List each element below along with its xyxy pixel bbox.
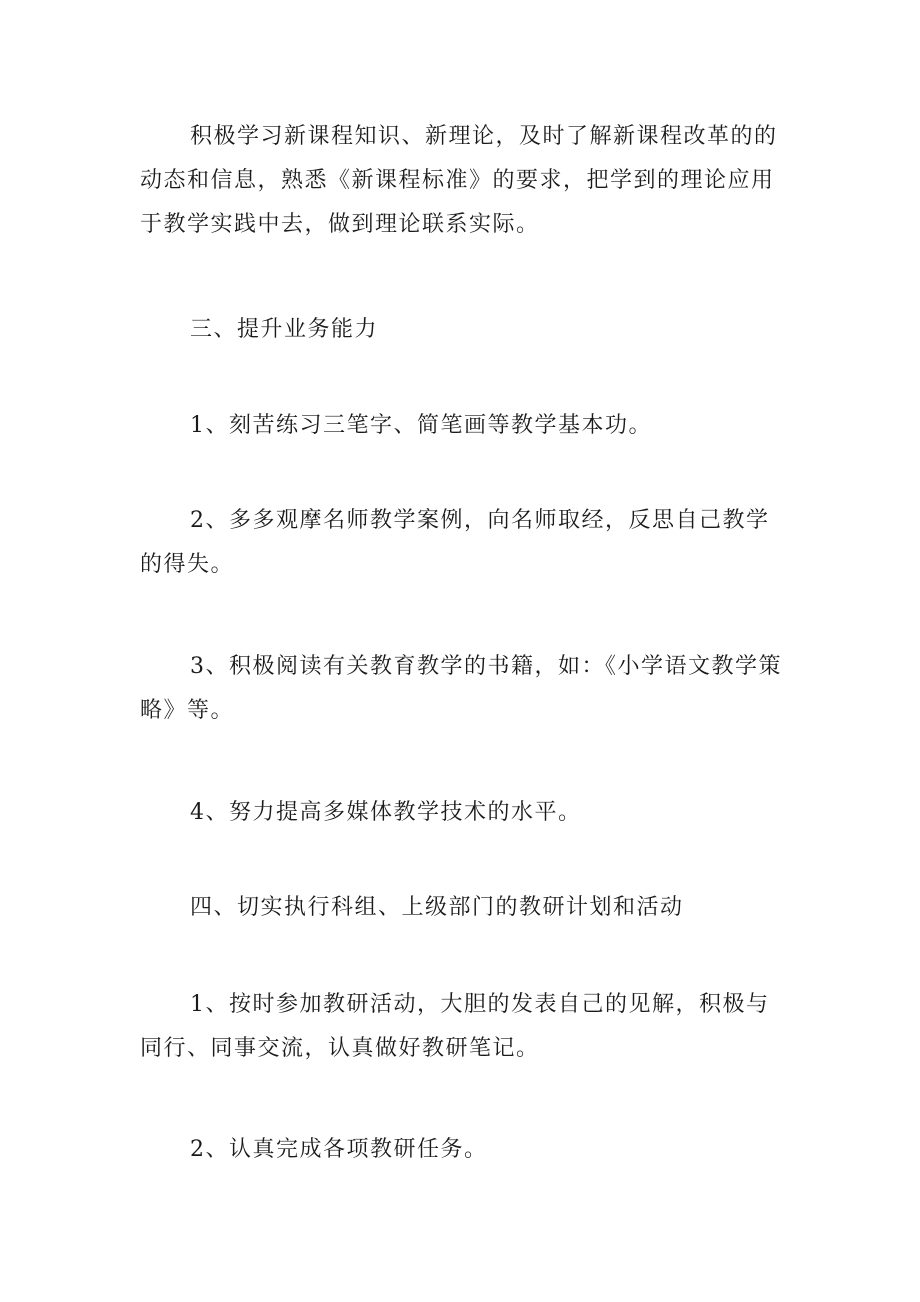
list-item-3-3: 3、积极阅读有关教育教学的书籍，如：《小学语文教学策略》等。 <box>140 654 782 723</box>
list-item-3-2: 2、多多观摩名师教学案例，向名师取经，反思自己教学的得失。 <box>140 508 770 577</box>
section-heading-3: 三、提升业务能力 <box>190 317 379 342</box>
list-item-4-1: 1、按时参加教研活动，大胆的发表自己的见解，积极与同行、同事交流，认真做好教研笔记。 <box>140 992 770 1061</box>
list-item-3-1: 1、刻苦练习三笔字、简笔画等教学基本功。 <box>190 413 652 438</box>
paragraph-intro: 积极学习新课程知识、新理论，及时了解新课程改革的的动态和信息，熟悉《新课程标准》的要求，把学到的理论应用于教学实践中去，做到理论联系实际。 <box>140 124 778 237</box>
section-heading-4: 四、切实执行科组、上级部门的教研计划和活动 <box>190 895 684 920</box>
list-item-4-2: 2、认真完成各项教研任务。 <box>190 1137 488 1162</box>
list-item-3-4: 4、努力提高多媒体教学技术的水平。 <box>190 800 582 825</box>
